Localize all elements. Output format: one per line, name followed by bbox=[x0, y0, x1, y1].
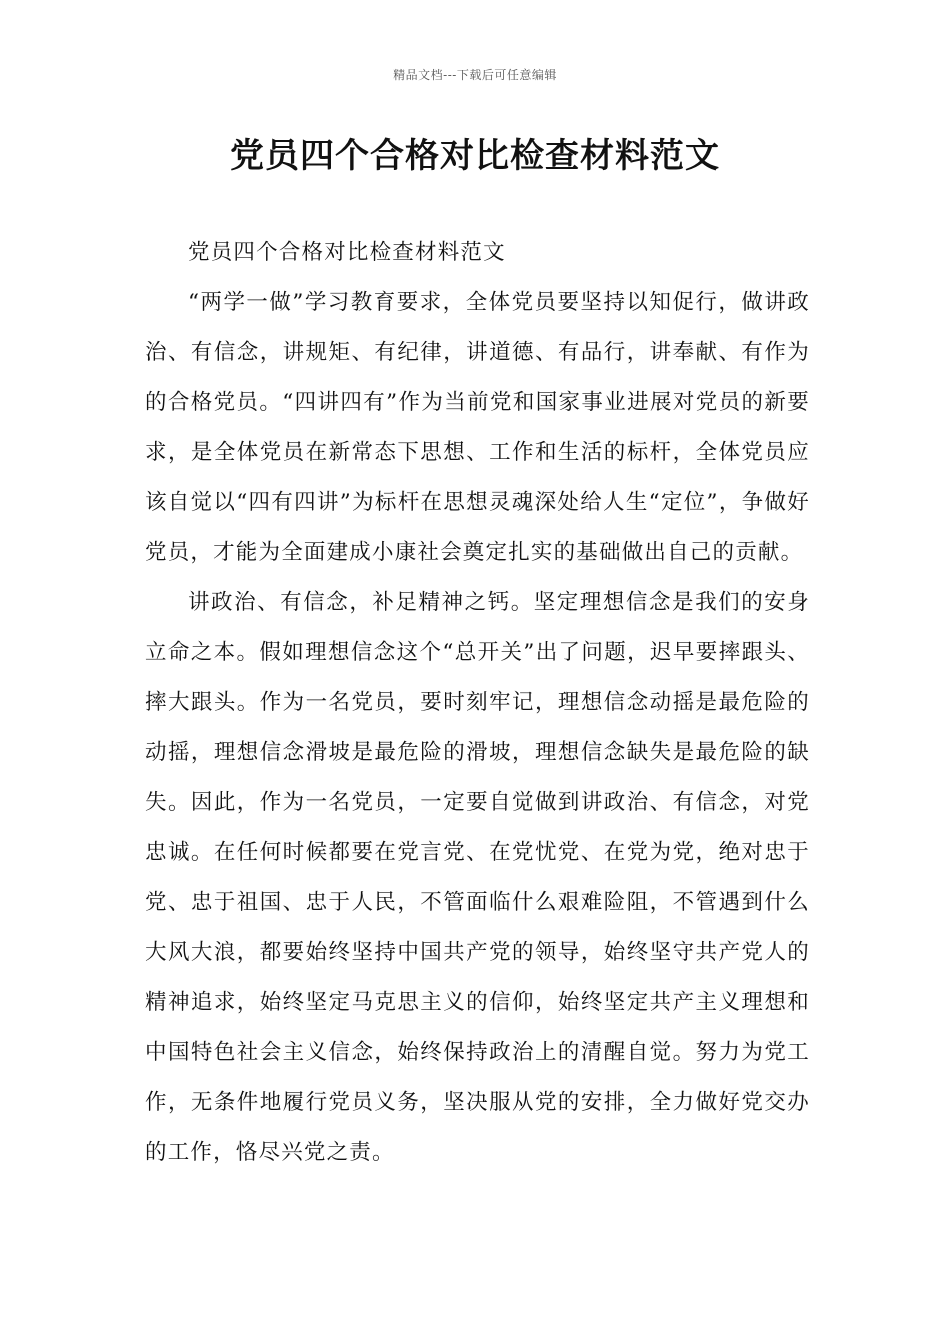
paragraph-subtitle: 党员四个合格对比检查材料范文 bbox=[188, 240, 506, 265]
header-note: 精品文档---下载后可任意编辑 bbox=[393, 68, 557, 82]
paragraph-intro: “两学一做”学习教育要求，全体党员要坚持以知促行，做讲政治、有信念，讲规矩、有纪律，讲道德、有品行，讲奉献、有作为的合格党员。“四讲四有”作为当前党和国家事业进展对党员的新要求，是全体党员在新常态下思想、工作和生活的标杆，全体党员应该自觉以“四有四讲”为标杆在思想灵魂深处给人生“定位”，争做好党员，才能为全面建成小康社会奠定扎实的基础做出自己的贡献。 bbox=[145, 290, 810, 565]
paragraph-politics-belief: 讲政治、有信念，补足精神之钙。坚定理想信念是我们的安身立命之本。假如理想信念这个“总开关”出了问题，迟早要摔跟头、摔大跟头。作为一名党员，要时刻牢记，理想信念动摇是最危险的动摇，理想信念滑坡是最危险的滑坡，理想信念缺失是最危险的缺失。因此，作为一名党员，一定要自觉做到讲政治、有信念，对党忠诚。在任何时候都要在党言党、在党忧党、在党为党，绝对忠于党、忠于祖国、忠于人民，不管面临什么艰难险阻，不管遇到什么大风大浪，都要始终坚持中国共产党的领导，始终坚守共产党人的精神追求，始终坚定马克思主义的信仰，始终坚定共产主义理想和中国特色社会主义信念，始终保持政治上的清醒自觉。努力为党工作，无条件地履行党员义务，坚决服从党的安排，全力做好党交办的工作，恪尽兴党之责。 bbox=[145, 590, 810, 1165]
document-title: 党员四个合格对比检查材料范文 bbox=[230, 136, 720, 176]
document-body bbox=[145, 228, 810, 1178]
